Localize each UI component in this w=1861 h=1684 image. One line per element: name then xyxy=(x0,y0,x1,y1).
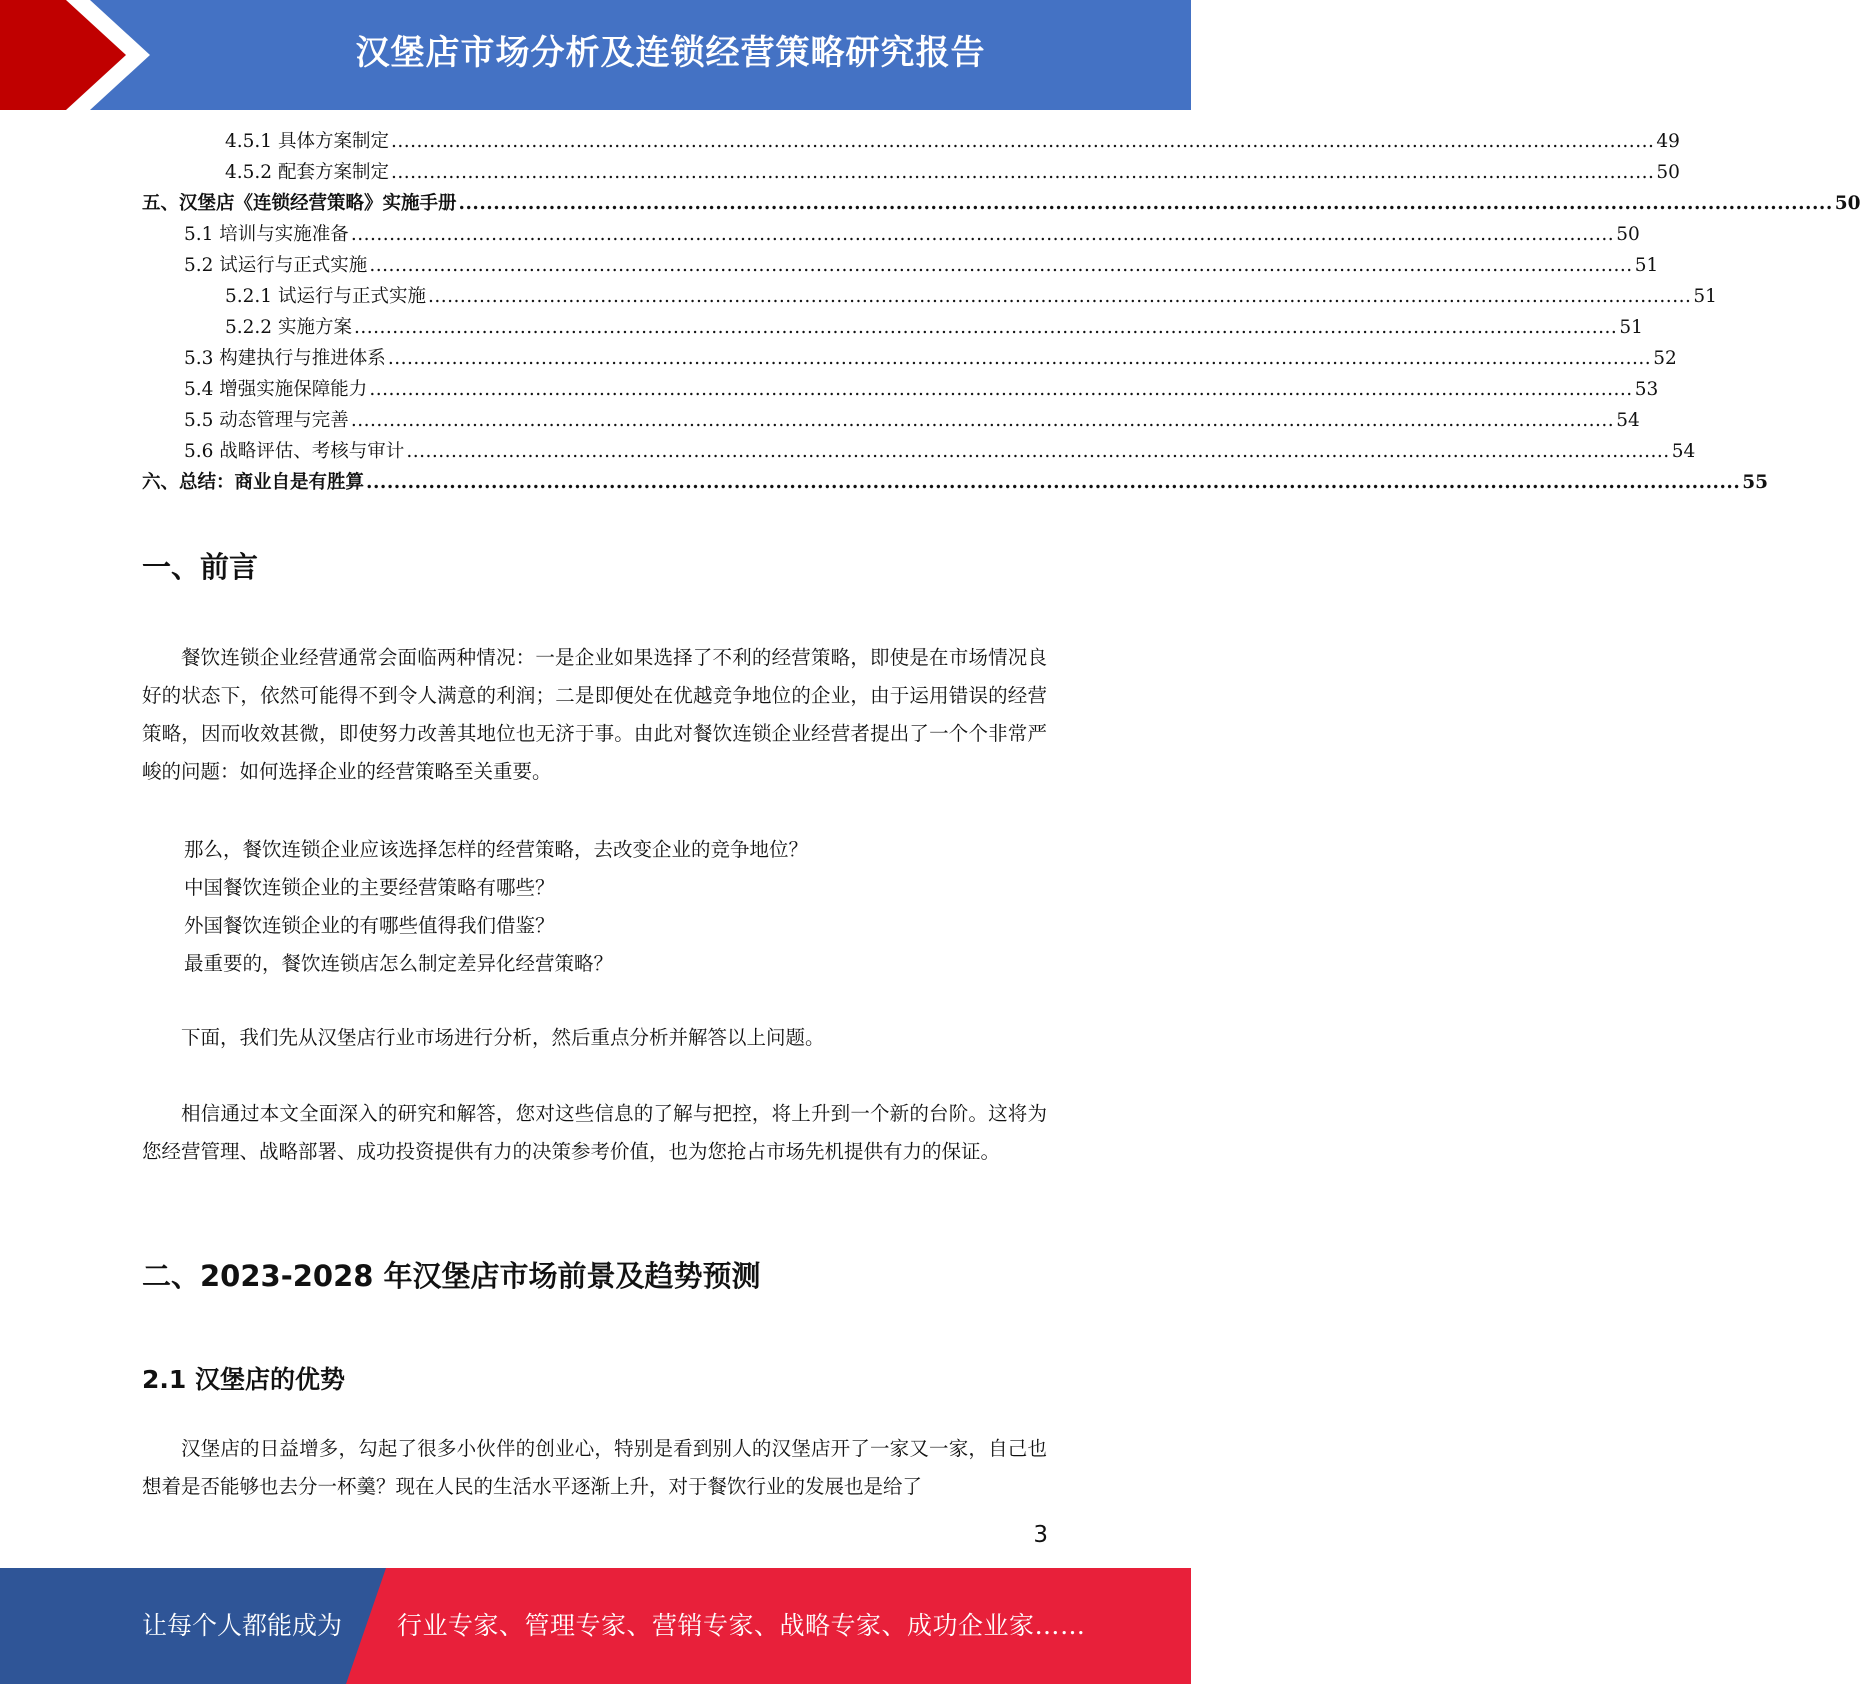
toc-entry-page: 50 xyxy=(1834,193,1861,214)
toc-entry-page: 50 xyxy=(1616,224,1640,245)
footer-slogan-left: 让每个人都能成为 xyxy=(142,1611,343,1640)
question-line: 外国餐饮连锁企业的有哪些值得我们借鉴？ xyxy=(184,914,555,937)
toc-entry-title: 六、总结：商业自是有胜算 xyxy=(142,472,365,493)
toc-entry[interactable]: 5.3 构建执行与推进体系 ...................................................................................................................................................................................................... 52 xyxy=(184,343,1048,374)
toc-entry-page: 52 xyxy=(1653,348,1677,369)
toc-entry[interactable]: 五、汉堡店《连锁经营策略》实施手册 ...................................................................................................................................................................................................... 50 xyxy=(142,188,1048,219)
section-heading: 二、2023-2028 年汉堡店市场前景及趋势预测 xyxy=(142,1259,761,1293)
toc-entry-page: 49 xyxy=(1656,131,1680,152)
toc-entry-title: 5.2.1 试运行与正式实施 xyxy=(225,286,426,307)
page-number: 3 xyxy=(1033,1522,1048,1548)
toc-entry-title: 5.5 动态管理与完善 xyxy=(184,410,349,431)
toc-entry-title: 5.2.2 实施方案 xyxy=(225,317,352,338)
question-line: 那么，餐饮连锁企业应该选择怎样的经营策略，去改变企业的竞争地位？ xyxy=(184,838,809,861)
toc-entry-page: 51 xyxy=(1619,317,1643,338)
toc-entry-page: 50 xyxy=(1656,162,1680,183)
subsection-heading: 2.1 汉堡店的优势 xyxy=(142,1365,345,1394)
toc-entry-title: 4.5.2 配套方案制定 xyxy=(225,162,389,183)
body-paragraph: 相信通过本文全面深入的研究和解答，您对这些信息的了解与把控，将上升到一个新的台阶。这将为您经营管理、战略部署、成功投资提供有力的决策参考价值，也为您抢占市场先机提供有力的保证。 xyxy=(142,1102,1047,1163)
toc-entry[interactable]: 5.6 战略评估、考核与审计 ...................................................................................................................................................................................................... 54 xyxy=(184,436,1048,467)
footer-slogan-right: 行业专家、管理专家、营销专家、战略专家、成功企业家…… xyxy=(397,1611,1086,1640)
toc-entry-page: 51 xyxy=(1634,255,1659,276)
body-paragraph: 下面，我们先从汉堡店行业市场进行分析，然后重点分析并解答以上问题。 xyxy=(181,1026,825,1049)
toc-entry-title: 5.2 试运行与正式实施 xyxy=(184,255,368,276)
body-paragraph: 餐饮连锁企业经营通常会面临两种情况：一是企业如果选择了不利的经营策略，即使是在市场情况良好的状态下，依然可能得不到令人满意的利润；二是即便处在优越竞争地位的企业，由于运用错误的经营策略，因而收效甚微，即使努力改善其地位也无济于事。由此对餐饮连锁企业经营者提出了一个个非常严峻的问题：如何选择企业的经营策略至关重要。 xyxy=(142,646,1047,783)
toc-entry-title: 5.4 增强实施保障能力 xyxy=(184,379,368,400)
toc-entry-page: 51 xyxy=(1693,286,1717,307)
toc-entry[interactable]: 5.5 动态管理与完善 ...................................................................................................................................................................................................... 54 xyxy=(184,405,1048,436)
toc-entry-title: 5.3 构建执行与推进体系 xyxy=(184,348,386,369)
toc-entry-page: 53 xyxy=(1634,379,1659,400)
toc-entry-title: 5.1 培训与实施准备 xyxy=(184,224,349,245)
toc-entry-page: 54 xyxy=(1616,410,1640,431)
toc-entry[interactable]: 4.5.1 具体方案制定 ...................................................................................................................................................................................................... 49 xyxy=(225,126,1048,157)
toc-entry-title: 五、汉堡店《连锁经营策略》实施手册 xyxy=(142,193,457,214)
toc-entry[interactable]: 5.4 增强实施保障能力 ...................................................................................................................................................................................................... 53 xyxy=(184,374,1048,405)
toc-entry[interactable]: 5.2.2 实施方案 ...................................................................................................................................................................................................... 51 xyxy=(225,312,1048,343)
body-paragraph: 汉堡店的日益增多，勾起了很多小伙伴的创业心，特别是看到别人的汉堡店开了一家又一家，自己也想着是否能够也去分一杯羹？现在人民的生活水平逐渐上升，对于餐饮行业的发展也是给了 xyxy=(142,1437,1047,1498)
report-title: 汉堡店市场分析及连锁经营策略研究报告 xyxy=(355,33,986,73)
toc-entry-page: 55 xyxy=(1742,472,1769,493)
toc-entry[interactable]: 5.1 培训与实施准备 ...................................................................................................................................................................................................... 50 xyxy=(184,219,1048,250)
toc-entry[interactable]: 六、总结：商业自是有胜算 ...................................................................................................................................................................................................... 55 xyxy=(142,467,1048,498)
page-footer xyxy=(0,1568,1191,1684)
question-line: 最重要的，餐饮连锁店怎么制定差异化经营策略？ xyxy=(184,952,614,975)
toc-entry[interactable]: 5.2.1 试运行与正式实施 ...................................................................................................................................................................................................... 51 xyxy=(225,281,1048,312)
section-heading: 一、前言 xyxy=(142,550,259,584)
toc-entry-title: 5.6 战略评估、考核与审计 xyxy=(184,441,405,462)
toc-entry-page: 54 xyxy=(1671,441,1696,462)
question-line: 中国餐饮连锁企业的主要经营策略有哪些？ xyxy=(184,876,555,899)
page-header xyxy=(0,0,1191,110)
toc-entry-title: 4.5.1 具体方案制定 xyxy=(225,131,389,152)
toc-entry[interactable]: 4.5.2 配套方案制定 ...................................................................................................................................................................................................... 50 xyxy=(225,157,1048,188)
toc-entry[interactable]: 5.2 试运行与正式实施 ...................................................................................................................................................................................................... 51 xyxy=(184,250,1048,281)
